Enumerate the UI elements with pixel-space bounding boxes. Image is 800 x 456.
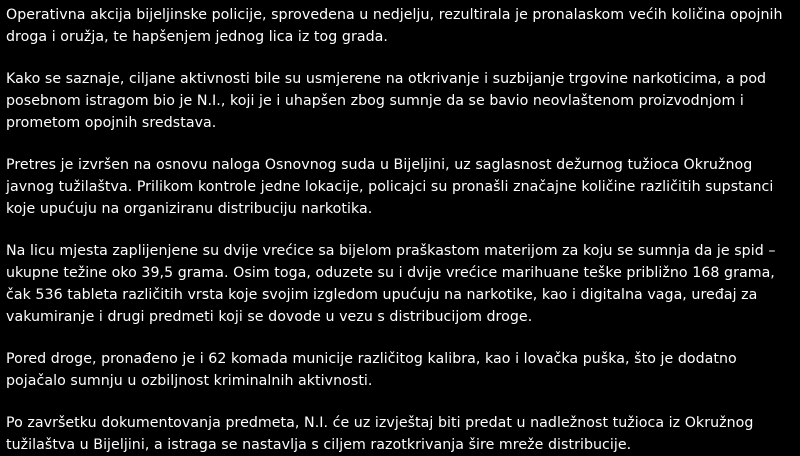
article-paragraph: Po završetku dokumentovanja predmeta, N.I. će uz izvještaj biti predat u nadležnost tužioca iz Okružnog tužilaštva u Bijeljini, a istraga se nastavlja s ciljem razotkrivanja šire mreže distribucije. [6,415,754,453]
article-paragraph: Operativna akcija bijeljinske policije, sprovedena u nedjelju, rezultirala je pronalaskom većih količina opojnih droga i oružja, te hapšenjem jednog lica iz tog grada. [6,7,783,45]
article-paragraph: Pored droge, pronađeno je i 62 komada municije različitog kalibra, kao i lovačka puška, što je dodatno pojačalo sumnju u ozbiljnost kriminalnih aktivnosti. [6,351,737,389]
article-paragraph: Na licu mjesta zaplijenjene su dvije vrećice sa bijelom praškastom materijom za koju se sumnja da je spid – ukupne težine oko 39,5 grama. Osim toga, oduzete su i dvije vrećice marihuane teške približno 168 grama, čak 536 tableta različitih vrsta koje svojim izgledom upućuju na narkotike, kao i digitalna vaga, uređaj za vakumiranje i drugi predmeti koji se dovode u vezu s distribucijom droge. [6,243,776,325]
article-paragraph: Pretres je izvršen na osnovu naloga Osnovnog suda u Bijeljini, uz saglasnost dežurnog tužioca Okružnog javnog tužilaštva. Prilikom kontrole jedne lokacije, policajci su pronašli značajne količine različitih supstanci koje upućuju na organiziranu distribuciju narkotika. [6,157,774,217]
article-paragraph: Kako se saznaje, ciljane aktivnosti bile su usmjerene na otkrivanje i suzbijanje trgovine narkoticima, a pod posebnom istragom bio je N.I., koji je i uhapšen zbog sumnje da se bavio neovlaštenom proizvodnjom i prometom opojnih sredstava. [6,71,767,131]
